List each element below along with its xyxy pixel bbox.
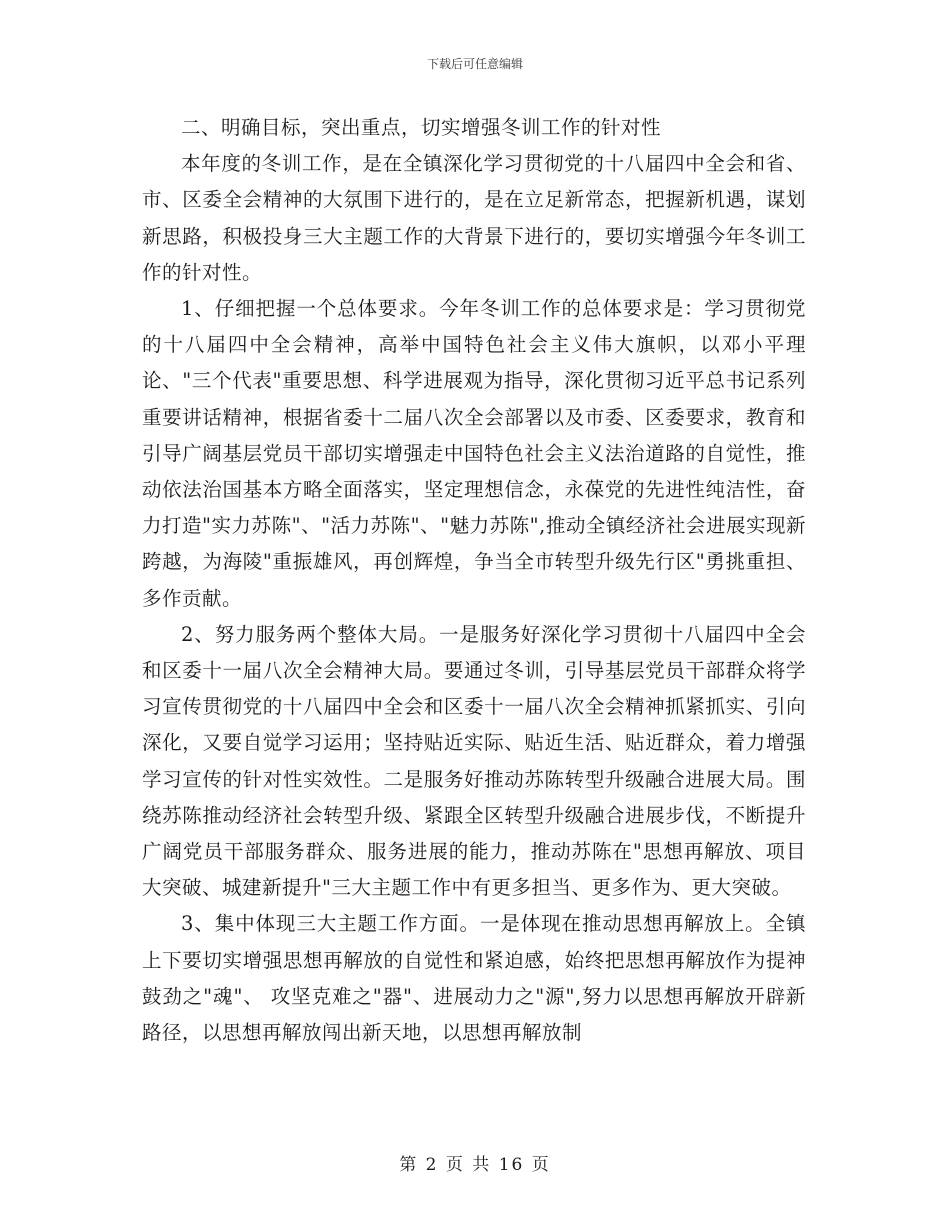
page-number-footer: 第 2 页 共 16 页 [399,1155,551,1175]
paragraph-intro: 本年度的冬训工作，是在全镇深化学习贯彻党的十八届四中全会和省、市、区委全会精神的大氛围下进行的，是在立足新常态，把握新机遇，谋划新思路，积极投身三大主题工作的大背景下进行的，要切实增强今年冬训工作的针对性。 [142,152,806,284]
paragraph-item-2: 2、努力服务两个整体大局。一是服务好深化学习贯彻十八届四中全会和区委十一届八次全会精神大局。要通过冬训，引导基层党员干部群众将学习宣传贯彻党的十八届四中全会和区委十一届八次全会精神抓紧抓实、引向深化，又要自觉学习运用；坚持贴近实际、贴近生活、贴近群众，着力增强学习宣传的针对性实效性。二是服务好推动苏陈转型升级融合进展大局。围绕苏陈推动经济社会转型升级、紧跟全区转型升级融合进展步伐，不断提升广阔党员干部服务群众、服务进展的能力，推动苏陈在"思想再解放、项目大突破、城建新提升"三大主题工作中有更多担当、更多作为、更大突破。 [142,622,806,900]
document-body [142,110,806,1051]
section-heading: 二、明确目标，突出重点，切实增强冬训工作的针对性 [181,116,662,139]
paragraph-item-3: 3、集中体现三大主题工作方面。一是体现在推动思想再解放上。全镇上下要切实增强思想再解放的自觉性和紧迫感，始终把思想再解放作为提神鼓劲之"魂"、 攻坚克难之"器"、进展动力之"源",努力以思想再解放开辟新路径，以思想再解放闯出新天地，以思想再解放制 [142,912,806,1045]
page-header: 下载后可任意编辑 [426,57,523,71]
paragraph-item-1: 1、仔细把握一个总体要求。今年冬训工作的总体要求是：学习贯彻党的十八届四中全会精神，高举中国特色社会主义伟大旗帜，以邓小平理论、"三个代表"重要思想、科学进展观为指导，深化贯彻习近平总书记系列重要讲话精神，根据省委十二届八次全会部署以及市委、区委要求，教育和引导广阔基层党员干部切实增强走中国特色社会主义法治道路的自觉性，推动依法治国基本方略全面落实，坚定理想信念，永葆党的先进性纯洁性，奋力打造"实力苏陈"、"活力苏陈"、"魅力苏陈",推动全镇经济社会进展实现新跨越，为海陵"重振雄风，再创辉煌，争当全市转型升级先行区"勇挑重担、多作贡献。 [142,297,806,610]
